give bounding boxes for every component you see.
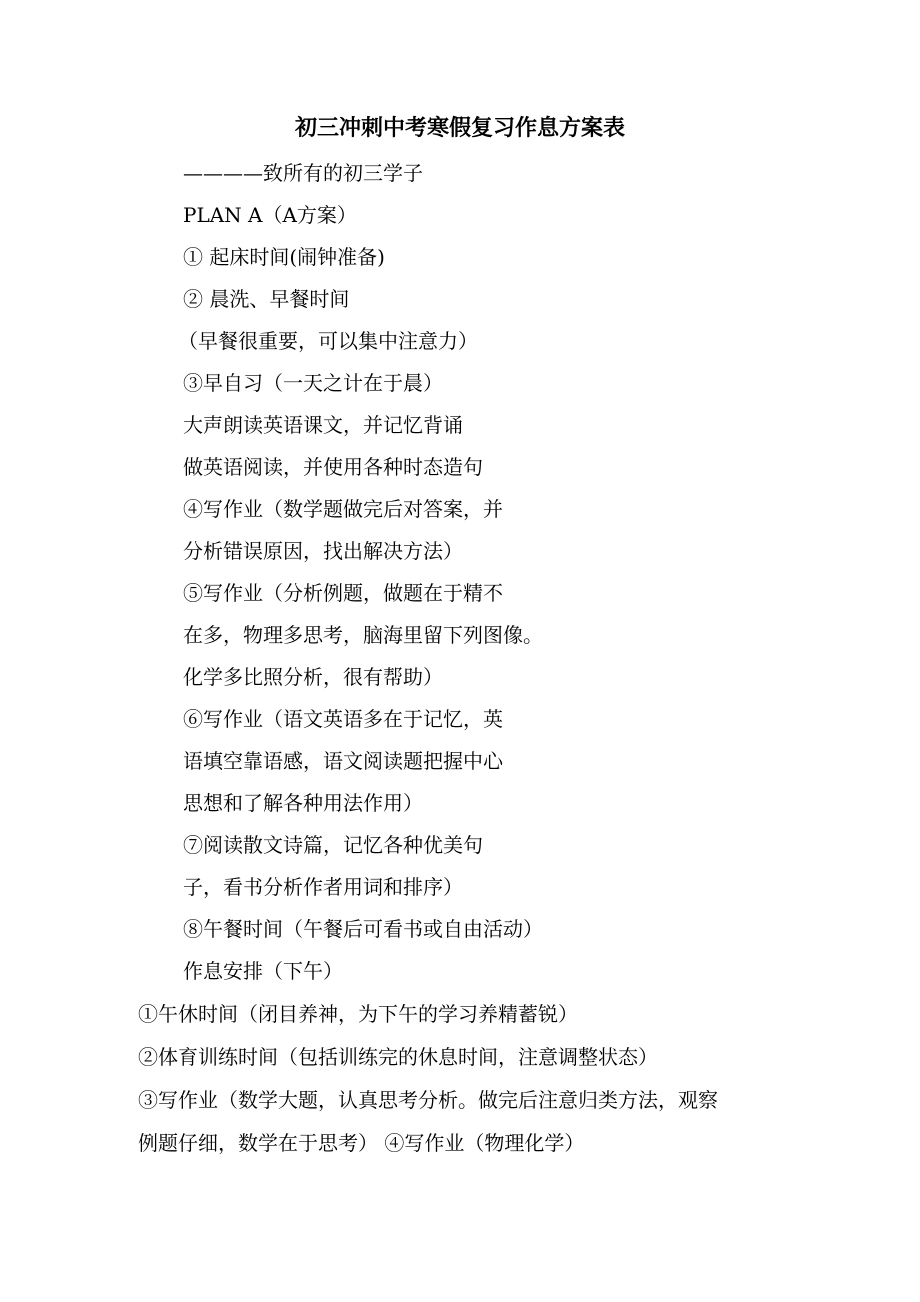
subtitle: ————致所有的初三学子 xyxy=(183,161,423,185)
plan-line: 子，看书分析作者用词和排序） xyxy=(183,875,463,899)
plan-line: 化学多比照分析，很有帮助） xyxy=(183,665,443,689)
plan-line: 在多，物理多思考，脑海里留下列图像。 xyxy=(183,623,543,647)
afternoon-line: ③写作业（数学大题，认真思考分析。做完后注意归类方法，观察 xyxy=(138,1088,718,1112)
plan-line: ④写作业（数学题做完后对答案，并 xyxy=(183,497,503,521)
plan-line: 分析错误原因，找出解决方法） xyxy=(183,539,463,563)
plan-line: （早餐很重要，可以集中注意力） xyxy=(178,329,478,353)
afternoon-line: ②体育训练时间（包括训练完的休息时间，注意调整状态） xyxy=(138,1045,658,1069)
plan-line: ② 晨洗、早餐时间 xyxy=(183,287,350,311)
plan-line: 语填空靠语感，语文阅读题把握中心 xyxy=(183,749,503,773)
plan-line: ⑦阅读散文诗篇，记忆各种优美句 xyxy=(183,833,483,857)
plan-line: ① 起床时间(闹钟准备) xyxy=(183,245,385,269)
plan-line: ⑥写作业（语文英语多在于记忆，英 xyxy=(183,707,503,731)
afternoon-line: 例题仔细，数学在于思考） ④写作业（物理化学） xyxy=(138,1131,585,1155)
afternoon-heading: 作息安排（下午） xyxy=(183,959,343,983)
plan-line: 思想和了解各种用法作用） xyxy=(183,791,423,815)
plan-line: ③早自习（一天之计在于晨） xyxy=(183,371,443,395)
plan-line: ⑤写作业（分析例题，做题在于精不 xyxy=(183,581,503,605)
plan-line: 做英语阅读，并使用各种时态造句 xyxy=(183,455,483,479)
plan-line: 大声朗读英语课文，并记忆背诵 xyxy=(183,413,463,437)
afternoon-line: ①午休时间（闭目养神，为下午的学习养精蓄锐） xyxy=(138,1002,578,1026)
plan-a-heading: PLAN A（A方案） xyxy=(183,203,357,227)
plan-line: ⑧午餐时间（午餐后可看书或自由活动） xyxy=(183,917,543,941)
document-title: 初三冲刺中考寒假复习作息方案表 xyxy=(294,115,625,141)
